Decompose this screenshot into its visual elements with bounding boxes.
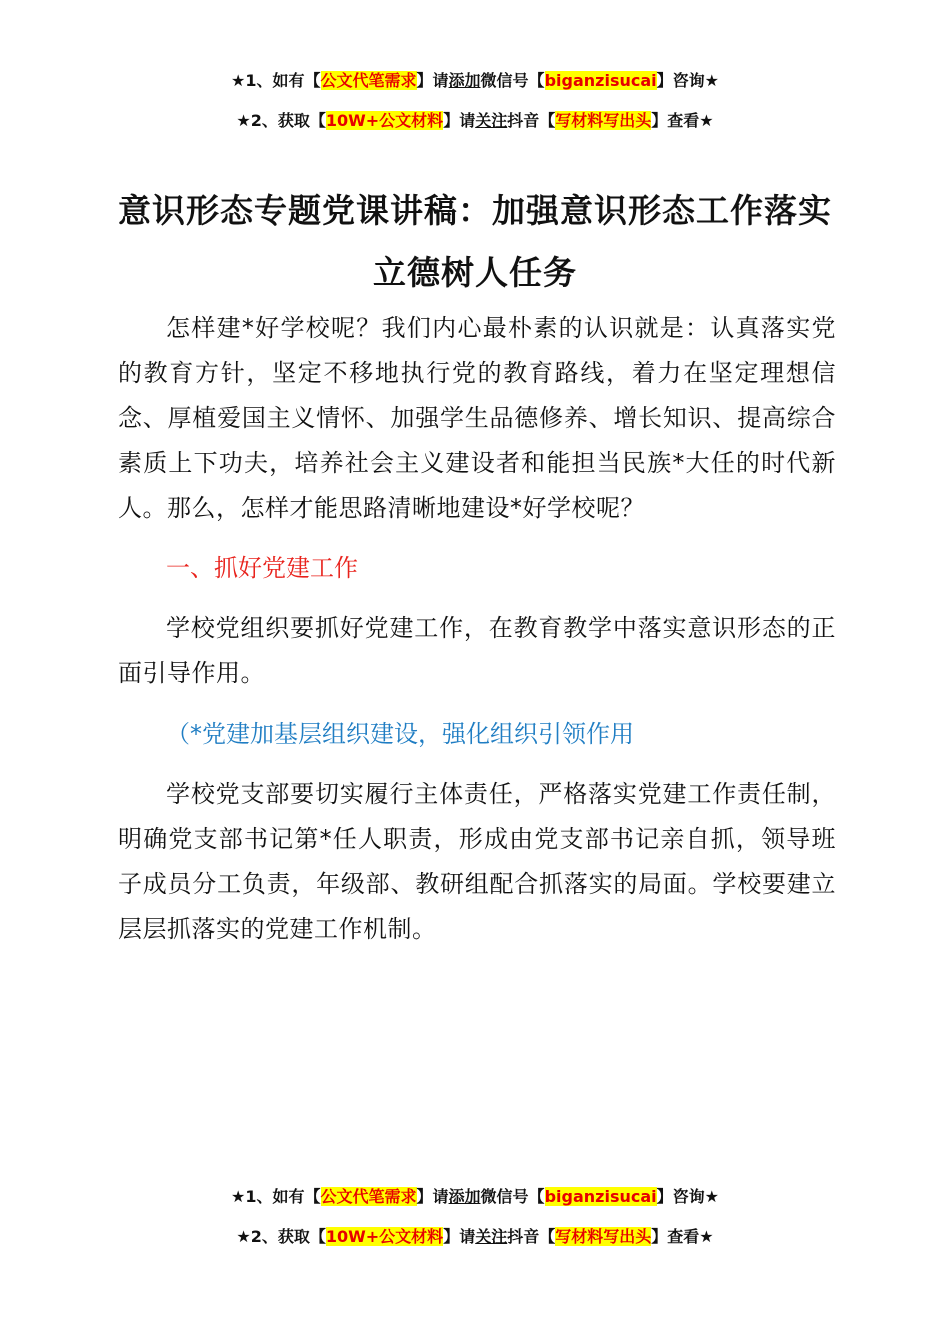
banner-highlight: biganzisucai [544,71,657,90]
banner-text: ★2、获取【 [236,1227,326,1246]
banner-highlight: 写材料写出头 [555,111,652,130]
banner-underlined: 添加 [448,71,481,90]
banner-text: 】咨询★ [656,1187,719,1206]
banner-underlined: 关注 [475,1227,508,1246]
banner-text: 】咨询★ [656,71,719,90]
document-title: 意识形态专题党课讲稿：加强意识形态工作落实立德树人任务 [118,191,832,292]
banner-line-1 [0,70,950,92]
intro-paragraph: 怎样建*好学校呢？我们内心最朴素的认识就是：认真落实党的教育方针，坚定不移地执行党的教育路线，着力在坚定理想信念、厚植爱国主义情怀、加强学生品德修养、增长知识、提高综合素质上下功夫，培养社会主义建设者和能担当民族*大任的时代新人。那么，怎样才能思路清晰地建设*好学校呢？ [118,314,836,522]
banner-highlight: 10W+公文材料 [325,111,444,130]
banner-text: 】请 [443,111,476,130]
banner-text: 抖音【 [507,111,556,130]
banner-highlight: 10W+公文材料 [325,1227,444,1246]
banner-text: 】请 [443,1227,476,1246]
banner-text: ★1、如有【 [231,71,321,90]
section-paragraph: 学校党组织要抓好党建工作，在教育教学中落实意识形态的正面引导作用。 [118,614,836,687]
subsection-heading: （*党建加基层组织建设，强化组织引领作用 [166,720,634,748]
banner-line-2 [0,110,950,132]
banner-text: 抖音【 [507,1227,556,1246]
banner-highlight: 写材料写出头 [555,1227,652,1246]
banner-text: 】查看★ [651,1227,714,1246]
banner-text: 微信号【 [480,1187,545,1206]
banner-highlight: 公文代笔需求 [320,71,417,90]
banner-text: 微信号【 [480,71,545,90]
banner-text: 】请 [416,1187,449,1206]
banner-underlined: 关注 [475,111,508,130]
banner-highlight: 公文代笔需求 [320,1187,417,1206]
banner-text: ★1、如有【 [231,1187,321,1206]
banner-highlight: biganzisucai [544,1187,657,1206]
section-heading: 一、抓好党建工作 [166,554,358,582]
banner-text: ★2、获取【 [236,111,326,130]
banner-text: 】查看★ [651,111,714,130]
banner-line-1 [0,1186,950,1208]
banner-text: 】请 [416,71,449,90]
banner-underlined: 添加 [448,1187,481,1206]
subsection-paragraph: 学校党支部要切实履行主体责任，严格落实党建工作责任制，明确党支部书记第*任人职责，形成由党支部书记亲自抓，领导班子成员分工负责，年级部、教研组配合抓落实的局面。学校要建立层层抓落实的党建工作机制。 [118,780,836,943]
banner-line-2 [0,1226,950,1248]
